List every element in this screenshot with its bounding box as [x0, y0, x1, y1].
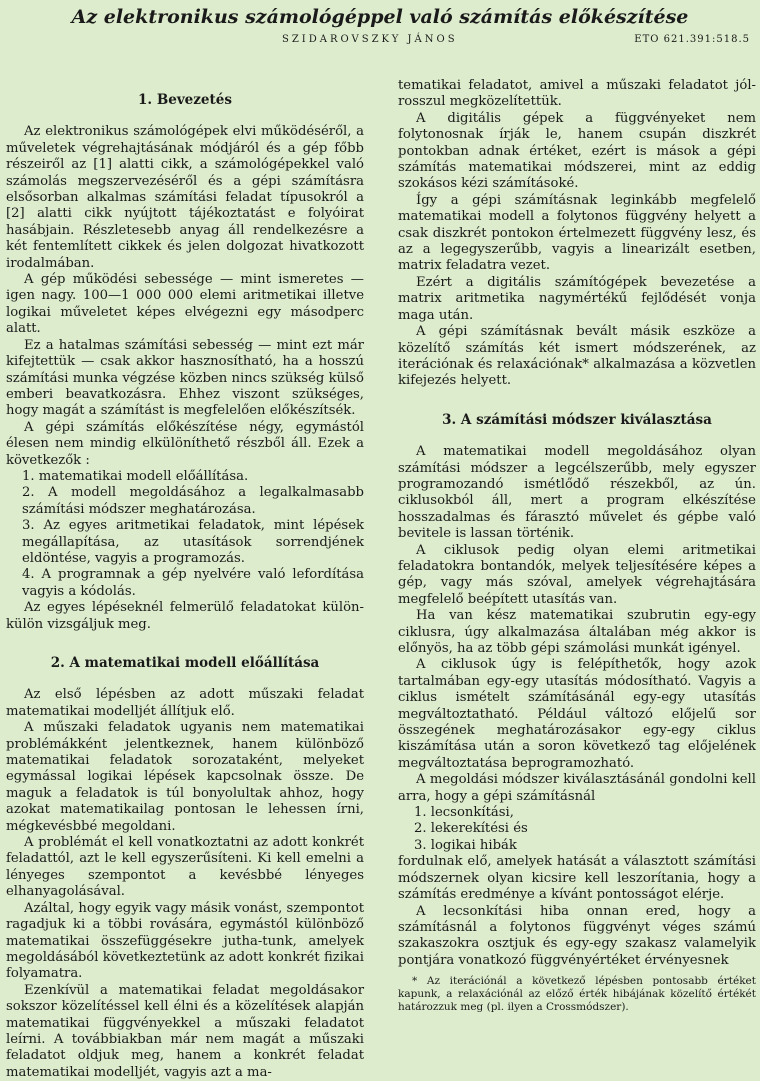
steps-list [6, 469, 364, 600]
eto-classification: ETO 621.391:518.5 [634, 34, 750, 45]
list-item: 3. logikai hibák [414, 837, 517, 853]
list-item: 2. A modell megoldásához a legalkalmasabb számítási módszer meghatározása. [22, 485, 364, 517]
paragraph: Az első lépésben az adott műszaki feladat matematikai modelljét állítjuk elő. [6, 687, 364, 719]
paragraph: A megoldási módszer kiválasztásánál gondolni kell arra, hogy a gépi számításnál [398, 772, 756, 804]
article-title: Az elektronikus számológéppel való számítás előkészítése [71, 6, 689, 28]
list-item: 1. lecsonkítási, [414, 805, 514, 821]
paragraph: A ciklusok pedig olyan elemi aritmetikai feladatokra bontandók, melyek teljesítésére képes a gép, vagy más szóval, amelyek végrehajtására megfelelő beépített utasítás van. [398, 542, 756, 607]
paragraph: Ezért a digitális számítógépek bevezetése a matrix aritmetika nagymértékű fejlődését vonja maga után. [398, 274, 756, 323]
list-item: 2. lekerekítési és [414, 821, 528, 837]
paragraph: Ha van kész matematikai szubrutin egy-egy ciklusra, úgy alkalmazása általában még akkor is előnyös, ha az több gépi számolási munkát igényel. [398, 608, 756, 656]
section-1-heading: 1. Bevezetés [138, 92, 232, 108]
paragraph: tematikai feladatot, amivel a műszaki feladatot jól-rosszul megközelítettük. [398, 78, 756, 110]
footnote [398, 975, 756, 1014]
paragraph: Így a gépi számításnak leginkább megfelelő matematikai modell a folytonos függvény helyett a csak diszkrét pontokon értelmezett függvény lesz, és az a legegyszerűbb, vagyis a linearizált esetben, matrix feladatra vezet. [398, 192, 756, 274]
right-column [398, 78, 756, 1014]
paragraph: Ezenkívül a matematikai feladat megoldásakor sokszor közelítéssel kell élni és a közelítések alapján matematikai függvényekkel a műszaki feladatot leírni. A továbbiakban már nem magát a műszaki feladatot oldjuk meg, hanem a konkrét feladat matematikai modelljét, vagyis azt a ma- [6, 982, 364, 1080]
list-item: 4. A programnak a gép nyelvére való lefordítása vagyis a kódolás. [22, 567, 364, 599]
error-types-list [398, 805, 756, 854]
paragraph: A gépi számítás előkészítése négy, egymástól élesen nem mindig elkülöníthető részből áll. Ezek a következők : [6, 419, 364, 468]
paragraph: A lecsonkítási hiba onnan ered, hogy a számításnál a folytonos függvényt véges számú szakaszokra osztjuk és egy-egy szakasz valamelyik pontjára vonatkozó függvényértéket érvényesnek [398, 903, 756, 968]
paragraph: Ez a hatalmas számítási sebesség — mint ezt már kifejtettük — csak akkor hasznosítható, ha a hosszú számítási munka végzése közben nincs szükség külső emberi beavatkozásra. Ehhez viszont szükséges, hogy magát a számítást is megfelelően előkészítsék. [6, 337, 364, 419]
paragraph: A digitális gépek a függvényeket nem folytonosnak írják le, hanem csupán diszkrét pontokban adnak értéket, ezért is mások a gépi számítás matematikai módszerei, mint az eddig szokásos kézi számításoké. [398, 110, 756, 192]
footnote-text: * Az iterációnál a következő lépésben pontosabb értéket kapunk, a relaxációnál az előző érték hibájának közelítő értékét határozzuk meg (pl. ilyen a Crossmódszer). [398, 975, 756, 1014]
paragraph: fordulnak elő, amelyek hatását a választott számítási módszernek olyan kicsire kell leszorítania, hogy a számítás eredménye a kívánt pontosságot elérje. [398, 854, 756, 903]
left-column [6, 92, 364, 1081]
paragraph: A gépi számításnak bevált másik eszköze a közelítő számítás két ismert módszerének, az iterációnak és relaxációnak* alkalmazása a közvetlen kifejezés helyett. [398, 324, 756, 389]
paragraph: A ciklusok úgy is felépíthetők, hogy azok tartalmában egy-egy utasítás módosítható. Vagyis a ciklus ismételt számításánál egy-egy utasítás megváltoztatható. Például változó előjelű sor összegének meghatározásakor egy-egy ciklus kiszámítása után a soron következő tag előjelének megváltoztatása beprogramozható. [398, 657, 756, 771]
paragraph: A gép működési sebessége — mint ismeretes — igen nagy. 100—1 000 000 elemi aritmetikai illetve logikai műveletet képes elvégezni egy másodperc alatt. [6, 272, 364, 337]
paragraph: Az elektronikus számológépek elvi működéséről, a műveletek végrehajtásának módjáról és a gép főbb részeiről az [1] alatti cikk, a számológépekkel való számolás megszervezéséről és a gépi számításra elsősorban alkalmas számítási feladat típusokról a [2] alatti cikk nyújtott tájékoztatást e folyóirat hasábjain. Részletesebb anyag áll rendelkezésre a két fentemlített cikkek és jelen dolgozat hivatkozott irodalmában. [6, 124, 364, 271]
paragraph: Azáltal, hogy egyik vagy másik vonást, szempontot ragadjuk ki a többi rovására, egymástól különböző matematikai összefüggésekre jutha-tunk, amelyek megoldásából következtetünk az adott konkrét fizikai folyamatra. [6, 900, 364, 982]
list-item: 3. Az egyes aritmetikai feladatok, mint lépések megállapítása, az utasítások sorrendjének eldöntése, vagyis a programozás. [22, 518, 364, 566]
author-name: SZIDAROVSZKY JÁNOS [282, 34, 458, 45]
section-2-heading: 2. A matematikai modell előállítása [50, 655, 320, 671]
section-3-heading: 3. A számítási módszer kiválasztása [442, 411, 712, 428]
paragraph: Az egyes lépéseknél felmerülő feladatokat külön-külön vizsgáljuk meg. [6, 600, 364, 632]
paragraph: A műszaki feladatok ugyanis nem matematikai problémákként jelentkeznek, hanem különböző matematikai feladatok sorozataként, melyeket egymással logikai lépések kapcsolnak össze. De maguk a feladatok is túl bonyolultak ahhoz, hogy azokat matematikailag pontosan le lehessen írni, mégkevésbbé megoldani. [6, 720, 364, 834]
paragraph: A problémát el kell vonatkoztatni az adott konkrét feladattól, azt le kell egyszerűsíteni. Ki kell emelni a lényeges szempontot a kevésbbé lényeges elhanyagolásával. [6, 835, 364, 900]
list-item: 1. matematikai modell előállítása. [22, 468, 249, 484]
paragraph: A matematikai modell megoldásához olyan számítási módszer a legcélszerűbb, mely egyszer programozandó ismétlődő részekből, az ún. ciklusokból áll, mert a program elkészítése hosszadalmas és fárasztó művelet és gépbe való bevitele is lassan történik. [398, 444, 756, 542]
